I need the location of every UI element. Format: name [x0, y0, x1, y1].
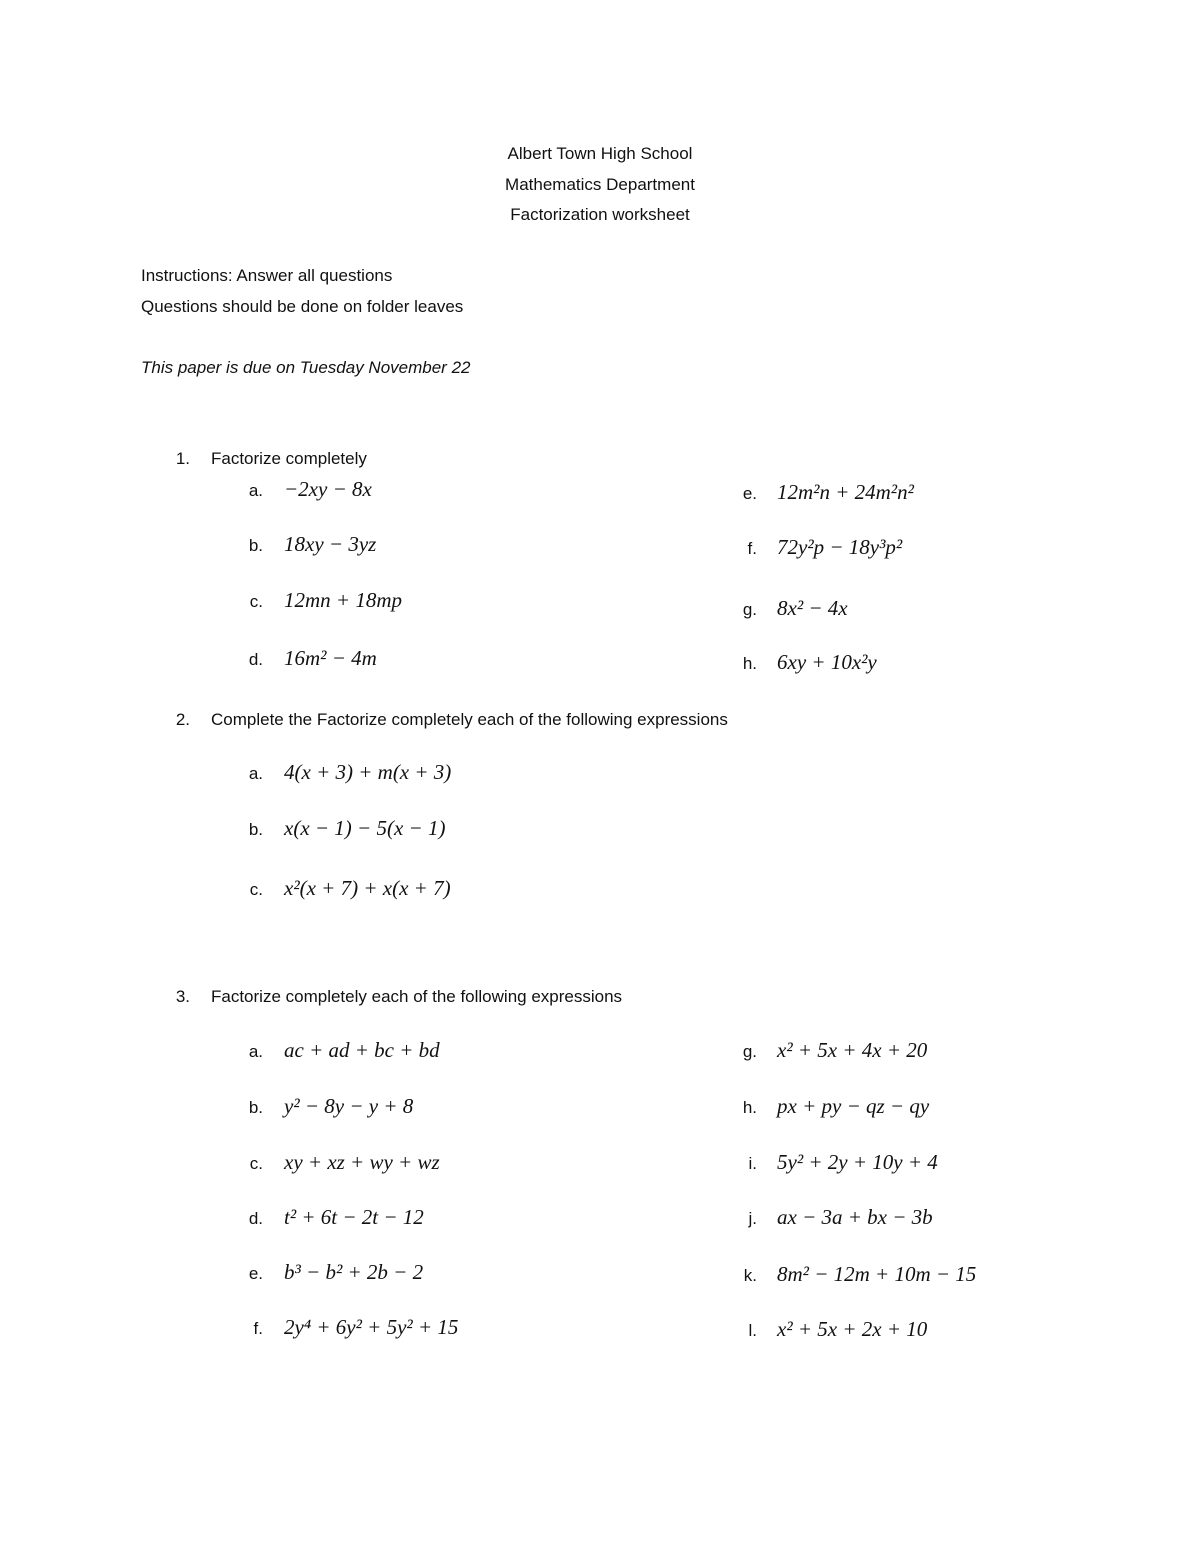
- item-label: g.: [742, 1042, 757, 1061]
- item-label: f.: [747, 539, 757, 558]
- question-number: 3.: [175, 987, 190, 1006]
- department-name: Mathematics Department: [505, 175, 695, 194]
- question-prompt: Factorize completely each of the following expressions: [211, 987, 623, 1006]
- math-expression: −2xy − 8x: [284, 477, 372, 501]
- item-label: c.: [249, 1154, 263, 1173]
- item-label: a.: [248, 481, 263, 500]
- item-label: i.: [748, 1154, 757, 1173]
- instructions-line: Questions should be done on folder leaves: [141, 297, 464, 316]
- math-expression: 8x² − 4x: [777, 596, 848, 620]
- math-expression: 18xy − 3yz: [284, 532, 377, 556]
- math-expression: 16m² − 4m: [284, 646, 377, 670]
- item-label: h.: [742, 654, 757, 673]
- math-expression: px + py − qz − qy: [777, 1094, 930, 1118]
- question-prompt: Factorize completely: [211, 449, 367, 468]
- math-expression: 12mn + 18mp: [284, 588, 403, 612]
- math-expression: ac + ad + bc + bd: [284, 1038, 440, 1062]
- question-number: 2.: [175, 710, 190, 729]
- item-label: a.: [248, 1042, 263, 1061]
- math-expression: x² + 5x + 4x + 20: [777, 1038, 928, 1062]
- item-label: d.: [248, 650, 263, 669]
- item-label: b.: [248, 536, 263, 555]
- math-expression: 4(x + 3) + m(x + 3): [284, 760, 452, 784]
- instructions-line: Instructions: Answer all questions: [141, 266, 393, 285]
- item-label: g.: [742, 600, 757, 619]
- math-expression: 2y⁴ + 6y² + 5y² + 15: [284, 1315, 459, 1339]
- math-expression: 72y²p − 18y³p²: [777, 535, 903, 559]
- math-expression: b³ − b² + 2b − 2: [284, 1260, 424, 1284]
- item-label: l.: [748, 1321, 757, 1340]
- math-expression: 5y² + 2y + 10y + 4: [777, 1150, 938, 1174]
- item-label: e.: [742, 484, 757, 503]
- item-label: b.: [248, 820, 263, 839]
- item-label: c.: [249, 592, 263, 611]
- item-label: j.: [748, 1209, 757, 1228]
- math-expression: xy + xz + wy + wz: [284, 1150, 440, 1174]
- item-label: c.: [249, 880, 263, 899]
- school-name: Albert Town High School: [507, 144, 693, 163]
- math-expression: 6xy + 10x²y: [777, 650, 877, 674]
- due-date-note: This paper is due on Tuesday November 22: [141, 358, 471, 377]
- item-label: b.: [248, 1098, 263, 1117]
- worksheet-title: Factorization worksheet: [510, 205, 690, 224]
- item-label: h.: [742, 1098, 757, 1117]
- item-label: k.: [743, 1266, 757, 1285]
- item-label: f.: [253, 1319, 263, 1338]
- item-label: e.: [248, 1264, 263, 1283]
- math-expression: ax − 3a + bx − 3b: [777, 1205, 933, 1229]
- math-expression: x(x − 1) − 5(x − 1): [284, 816, 446, 840]
- question-prompt: Complete the Factorize completely each of the following expressions: [211, 710, 728, 729]
- item-label: a.: [248, 764, 263, 783]
- item-label: d.: [248, 1209, 263, 1228]
- math-expression: x² + 5x + 2x + 10: [777, 1317, 928, 1341]
- math-expression: t² + 6t − 2t − 12: [284, 1205, 424, 1229]
- math-expression: x²(x + 7) + x(x + 7): [284, 876, 451, 900]
- question-number: 1.: [175, 449, 190, 468]
- math-expression: 8m² − 12m + 10m − 15: [777, 1262, 977, 1286]
- math-expression: 12m²n + 24m²n²: [777, 480, 914, 504]
- math-expression: y² − 8y − y + 8: [284, 1094, 414, 1118]
